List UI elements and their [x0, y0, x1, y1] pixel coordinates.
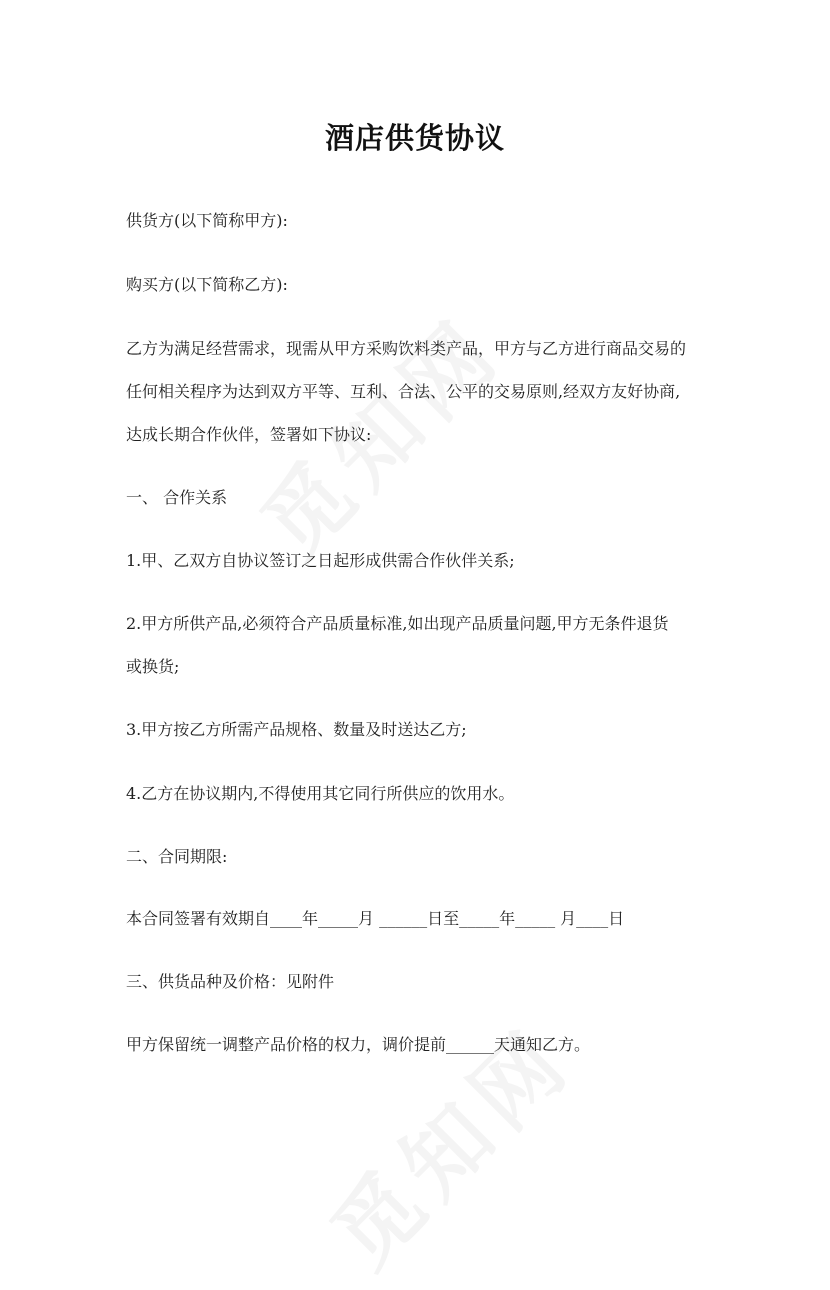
clause-line: 或换货; — [126, 657, 180, 676]
supplier-line: 供货方(以下简称甲方): — [126, 211, 288, 230]
clause-line: 1.甲、乙双方自协议签订之日起形成供需合作伙伴关系; — [126, 551, 515, 570]
paragraph-line: 乙方为满足经营需求，现需从甲方采购饮料类产品，甲方与乙方进行商品交易的 — [126, 339, 687, 358]
pricing-line: 甲方保留统一调整产品价格的权力，调价提前______天通知乙方。 — [126, 1035, 591, 1054]
clause-line: 2.甲方所供产品,必须符合产品质量标准,如出现产品质量问题,甲方无条件退货 — [126, 614, 669, 633]
clause-line: 4.乙方在协议期内,不得使用其它同行所供应的饮用水。 — [126, 784, 515, 803]
section-heading: 二、合同期限: — [126, 847, 228, 866]
section-heading: 三、供货品种及价格：见附件 — [126, 972, 335, 991]
paragraph-line: 达成长期合作伙伴，签署如下协议: — [126, 425, 372, 444]
buyer-line: 购买方(以下简称乙方): — [126, 275, 288, 294]
document-title: 酒店供货协议 — [324, 121, 505, 155]
paragraph-line: 任何相关程序为达到双方平等、互利、合法、公平的交易原则,经双方友好协商, — [126, 382, 681, 401]
section-heading: 一、 合作关系 — [126, 488, 228, 507]
term-line: 本合同签署有效期自____年_____月 ______日至_____年_____ 月____日 — [126, 909, 625, 928]
clause-line: 3.甲方按乙方所需产品规格、数量及时送达乙方; — [126, 720, 467, 739]
